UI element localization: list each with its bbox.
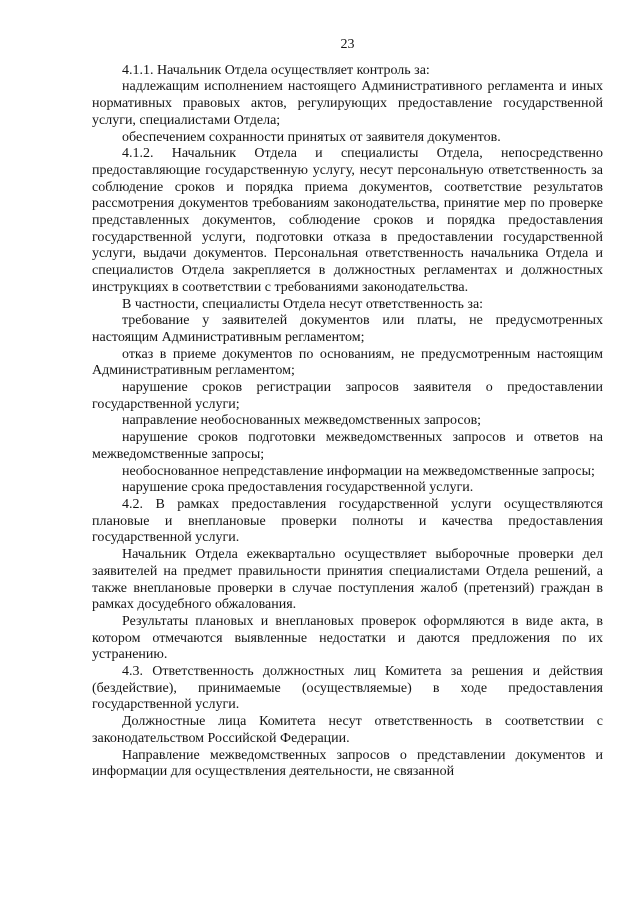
paragraph: направление необоснованных межведомственных запросов; — [122, 413, 482, 429]
paragraph: 4.2. В рамках предоставления государственной услуги осуществляются плановые и внеплановые проверки полноты и качества предоставления государственной услуги. — [92, 496, 603, 546]
paragraph: нарушение сроков подготовки межведомственных запросов и ответов на межведомственные запросы; — [92, 430, 603, 462]
paragraph: Результаты плановых и внеплановых проверок оформляются в виде акта, в котором отмечаются выявленные недостатки и даются предложения по их устранению. — [92, 613, 603, 663]
paragraph: 4.1.1. Начальник Отдела осуществляет контроль за: — [122, 62, 430, 78]
paragraph: нарушение срока предоставления государственной услуги. — [122, 480, 474, 496]
paragraph: нарушение сроков регистрации запросов заявителя о предоставлении государственной услуги; — [92, 380, 603, 412]
paragraph: требование у заявителей документов или платы, не предусмотренных настоящим Административным регламентом; — [92, 313, 603, 345]
paragraph: Направление межведомственных запросов о представлении документов и информации для осуществления деятельности, не связанной — [92, 747, 603, 780]
body-text — [92, 63, 603, 781]
paragraph: Начальник Отдела ежеквартально осуществляет выборочные проверки дел заявителей на предмет правильности принятия специалистами Отдела решений, а также внеплановые проверки в случае поступления жалоб (претензий) граждан в рамках досудебного обжалования. — [92, 547, 603, 613]
paragraph: Должностные лица Комитета несут ответственность в соответствии с законодательством Российской Федерации. — [92, 714, 603, 746]
paragraph: надлежащим исполнением настоящего Административного регламента и иных нормативных правовых актов, регулирующих предоставление государственной услуги, специалистами Отдела; — [92, 79, 603, 128]
paragraph: обеспечением сохранности принятых от заявителя документов. — [122, 129, 501, 145]
page-number: 23 — [340, 37, 355, 52]
paragraph: 4.3. Ответственность должностных лиц Комитета за решения и действия (бездействие), принимаемые (осуществляемые) в ходе предоставления государственной услуги. — [92, 664, 603, 713]
paragraph: отказ в приеме документов по основаниям, не предусмотренным настоящим Административным регламентом; — [92, 346, 603, 379]
paragraph: необоснованное непредставление информации на межведомственные запросы; — [122, 463, 595, 479]
paragraph: 4.1.2. Начальник Отдела и специалисты Отдела, непосредственно предоставляющие государственную услугу, несут персональную ответственность за соблюдение сроков и порядка приема документов, соответствие результатов рассмотрения документов требованиям законодательства, принятие мер по проверке представленных документов, соблюдение сроков и порядка предоставления государственной услуги, подготовки отказа в предоставлении государственной услуги, выдачи документов. Персональная ответственность начальника Отдела и специалистов Отдела закрепляется в должностных регламентах и должностных инструкциях в соответствии с требованиями законодательства. — [92, 146, 603, 295]
paragraph: В частности, специалисты Отдела несут ответственность за: — [122, 296, 484, 312]
